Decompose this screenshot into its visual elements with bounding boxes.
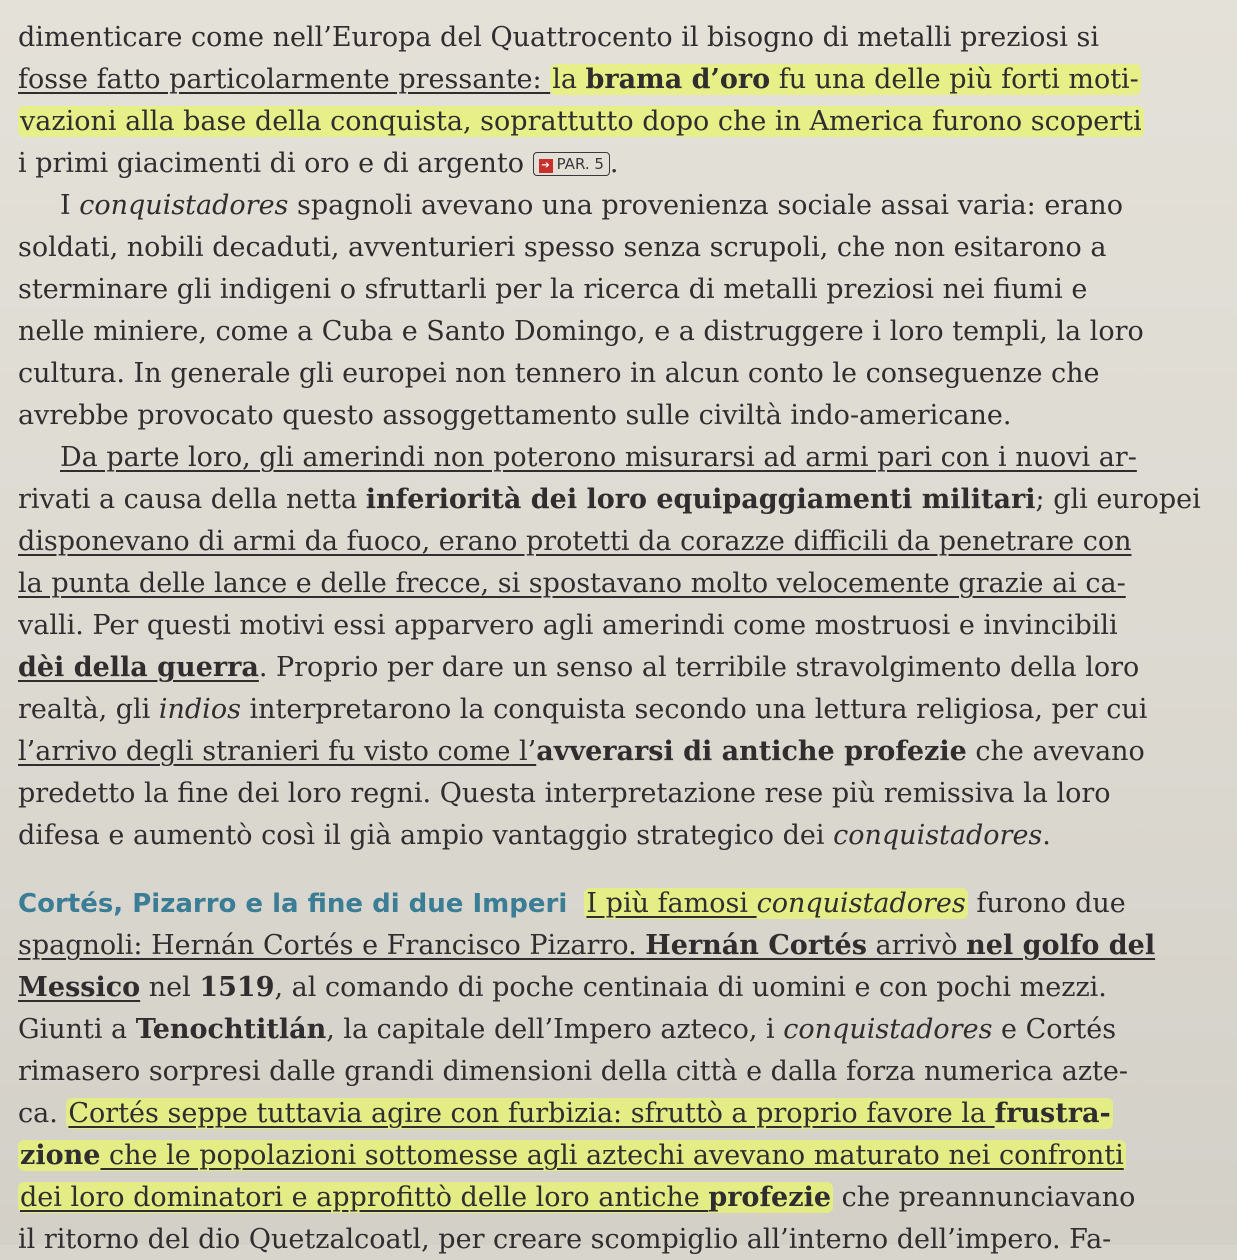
text-line: disponevano di armi da fuoco, erano protetti da corazze difficili da penetrare con: [18, 526, 1132, 557]
text-line: spagnoli: Hernán Cortés e Francisco Pizarro. Hernán Cortés arrivò nel golfo del: [18, 930, 1156, 961]
text-line: soldati, nobili decaduti, avventurieri spesso senza scrupoli, che non esitarono a: [18, 232, 1107, 263]
text-line: predetto la fine dei loro regni. Questa interpretazione rese più remissiva la loro: [18, 778, 1111, 809]
text-line: i primi giacimenti di oro e di argento ➔ PAR. 5 .: [18, 148, 619, 179]
text-line: dimenticare come nell’Europa del Quattrocento il bisogno di metalli preziosi si: [18, 22, 1099, 53]
text-line: rivati a causa della netta inferiorità dei loro equipaggiamenti militari; gli europei: [18, 484, 1201, 515]
text-line: dei loro dominatori e approfittò delle loro antiche profezie che preannunciavano: [20, 1182, 1136, 1213]
text-line: rimasero sorpresi dalle grandi dimensioni della città e dalla forza numerica azte-: [18, 1056, 1128, 1087]
text-line: ca. Cortés seppe tuttavia agire con furbizia: sfruttò a proprio favore la frustra-: [18, 1098, 1111, 1129]
text-line: avrebbe provocato questo assoggettamento sulle civiltà indo-americane.: [18, 400, 1012, 431]
text-line: valli. Per questi motivi essi apparvero agli amerindi come mostruosi e invincibili: [18, 610, 1118, 641]
section-heading: Cortés, Pizarro e la fine di due Imperi: [18, 889, 568, 919]
text-line: dèi della guerra. Proprio per dare un senso al terribile stravolgimento della loro: [18, 652, 1140, 683]
highlighted-text: Cortés seppe tuttavia agire con furbizia: sfruttò a proprio favore la frustra-: [68, 1098, 1111, 1129]
text-line: [18, 102, 1213, 142]
text-line: la punta delle lance e delle frecce, si spostavano molto velocemente grazie ai ca-: [18, 568, 1126, 599]
highlighted-text: I più famosi conquistadores: [586, 888, 966, 919]
text-line: cultura. In generale gli europei non tennero in alcun conto le conseguenze che: [18, 358, 1100, 389]
text-line: difesa e aumentò così il già ampio vantaggio strategico dei conquistadores.: [18, 820, 1051, 851]
text-line: realtà, gli indios interpretarono la conquista secondo una lettura religiosa, per cui: [18, 694, 1148, 725]
highlighted-text: vazioni alla base della conquista, soprattutto dopo che in America furono scoperti: [20, 106, 1142, 137]
text-line: Messico nel 1519, al comando di poche centinaia di uomini e con pochi mezzi.: [18, 972, 1107, 1003]
text-line: [18, 1136, 1213, 1176]
text-line: Giunti a Tenochtitlán, la capitale dell’Impero azteco, i conquistadores e Cortés: [18, 1014, 1117, 1045]
text-line: nelle miniere, come a Cuba e Santo Domingo, e a distruggere i loro templi, la loro: [18, 316, 1144, 347]
highlighted-text: zione che le popolazioni sottomesse agli aztechi avevano maturato nei confronti: [20, 1140, 1124, 1171]
highlighted-text: la brama d’oro fu una delle più forti moti-: [552, 64, 1139, 95]
text-line: I conquistadores spagnoli avevano una provenienza sociale assai varia: erano: [60, 190, 1123, 221]
paragraph-reference[interactable]: ➔ PAR. 5: [533, 152, 610, 176]
text-line: sterminare gli indigeni o sfruttarli per la ricerca di metalli preziosi nei fiumi e: [18, 274, 1088, 305]
text-line: Da parte loro, gli amerindi non poterono misurarsi ad armi pari con i nuovi ar-: [60, 442, 1137, 473]
text-line: l’arrivo degli stranieri fu visto come l’avverarsi di antiche profezie che avevano: [18, 736, 1145, 767]
highlighted-text: dei loro dominatori e approfittò delle loro antiche profezie: [20, 1182, 832, 1213]
text-line: Cortés, Pizarro e la fine di due Imperi I più famosi conquistadores furono due: [18, 888, 1126, 919]
text-line: il ritorno del dio Quetzalcoatl, per creare scompiglio all’interno dell’impero. Fa-: [18, 1224, 1112, 1255]
text-line: fosse fatto particolarmente pressante: la brama d’oro fu una delle più forti moti-: [18, 64, 1139, 95]
arrow-right-icon: ➔: [539, 159, 553, 173]
